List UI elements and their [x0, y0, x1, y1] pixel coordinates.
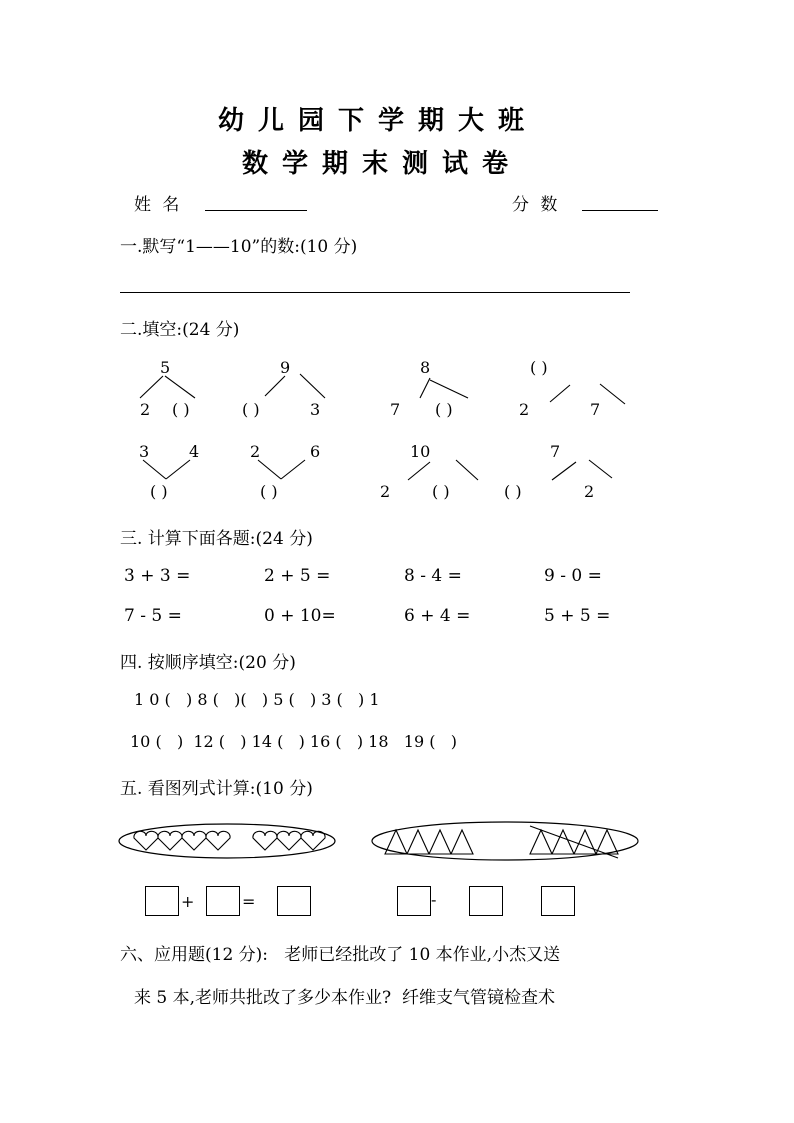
minus-sign: - — [431, 890, 437, 909]
calc-8: 5 + 5 = — [544, 606, 611, 626]
bond1-left: 2 — [140, 400, 151, 419]
bond6-right: 6 — [310, 442, 321, 461]
section1-heading: 一.默写“1——10”的数:(10 分) — [120, 237, 358, 257]
heart-icon — [134, 831, 158, 850]
bond8-top: 7 — [550, 442, 561, 461]
bond8-right: 2 — [584, 482, 595, 501]
heart-icon — [277, 831, 301, 850]
bond2-right: 3 — [310, 400, 321, 419]
answer-box-3[interactable] — [277, 886, 311, 916]
bond3-right[interactable]: ( ) — [435, 400, 453, 419]
answer-box-6[interactable] — [541, 886, 575, 916]
bond7-top: 10 — [410, 442, 431, 461]
bond4-right: 7 — [590, 400, 601, 419]
bond5-left: 3 — [139, 442, 150, 461]
section2-heading: 二.填空:(24 分) — [120, 320, 240, 340]
bond5-bottom[interactable]: ( ) — [150, 482, 168, 501]
triangle-icon — [530, 830, 552, 854]
bond2-left[interactable]: ( ) — [242, 400, 260, 419]
triangle-icon — [429, 830, 451, 854]
section5-heading: 五. 看图列式计算:(10 分) — [120, 779, 313, 799]
heart-icon — [301, 831, 325, 850]
triangle-icon — [596, 830, 618, 854]
section4-heading: 四. 按顺序填空:(20 分) — [120, 653, 296, 673]
page-title-line2: 数学期末测试卷 — [242, 149, 523, 179]
bond3-left: 7 — [390, 400, 401, 419]
bond7-left: 2 — [380, 482, 391, 501]
sequence-row1[interactable]: 1 0 ( ) 8 ( )( ) 5 ( ) 3 ( ) 1 — [134, 690, 380, 709]
calc-5: 7 - 5 = — [124, 606, 182, 626]
calc-3: 8 - 4 = — [404, 566, 462, 586]
triangle-icon — [552, 830, 574, 854]
triangle-icon — [451, 830, 473, 854]
bond6-left: 2 — [250, 442, 261, 461]
answer-box-2[interactable] — [206, 886, 240, 916]
sequence-row2[interactable]: 10 ( ) 12 ( ) 14 ( ) 16 ( ) 18 19 ( ) — [130, 732, 457, 751]
bond2-top: 9 — [280, 358, 291, 377]
name-label: 姓 名 — [134, 195, 183, 215]
bond7-right[interactable]: ( ) — [432, 482, 450, 501]
calc-7: 6 + 4 = — [404, 606, 471, 626]
answer-box-5[interactable] — [469, 886, 503, 916]
calc-6: 0 + 10= — [264, 606, 336, 626]
section6-line2: 来 5 本,老师共批改了多少本作业? 纤维支气管镜检查术 — [134, 988, 555, 1008]
bond4-left: 2 — [519, 400, 530, 419]
bond1-top: 5 — [160, 358, 171, 377]
plus-sign: + — [181, 892, 195, 911]
bond1-right[interactable]: ( ) — [172, 400, 190, 419]
score-label: 分 数 — [512, 195, 561, 215]
answer-box-1[interactable] — [145, 886, 179, 916]
calc-4: 9 - 0 = — [544, 566, 602, 586]
bond6-bottom[interactable]: ( ) — [260, 482, 278, 501]
bond5-right: 4 — [189, 442, 200, 461]
answer-box-4[interactable] — [397, 886, 431, 916]
heart-icon — [182, 831, 206, 850]
calc-1: 3 + 3 = — [124, 566, 191, 586]
heart-icon — [253, 831, 277, 850]
bond3-top: 8 — [420, 358, 431, 377]
heart-icon — [206, 831, 230, 850]
bond8-left[interactable]: ( ) — [504, 482, 522, 501]
section3-heading: 三. 计算下面各题:(24 分) — [120, 529, 313, 549]
section6-line1: 六、应用题(12 分): 老师已经批改了 10 本作业,小杰又送 — [120, 945, 561, 965]
heart-icon — [158, 831, 182, 850]
triangle-icon — [407, 830, 429, 854]
equals-sign: = — [242, 892, 256, 911]
calc-2: 2 + 5 = — [264, 566, 331, 586]
page-title-line1: 幼儿园下学期大班 — [218, 106, 539, 136]
bond4-top[interactable]: ( ) — [530, 358, 548, 377]
triangle-icon — [574, 830, 596, 854]
